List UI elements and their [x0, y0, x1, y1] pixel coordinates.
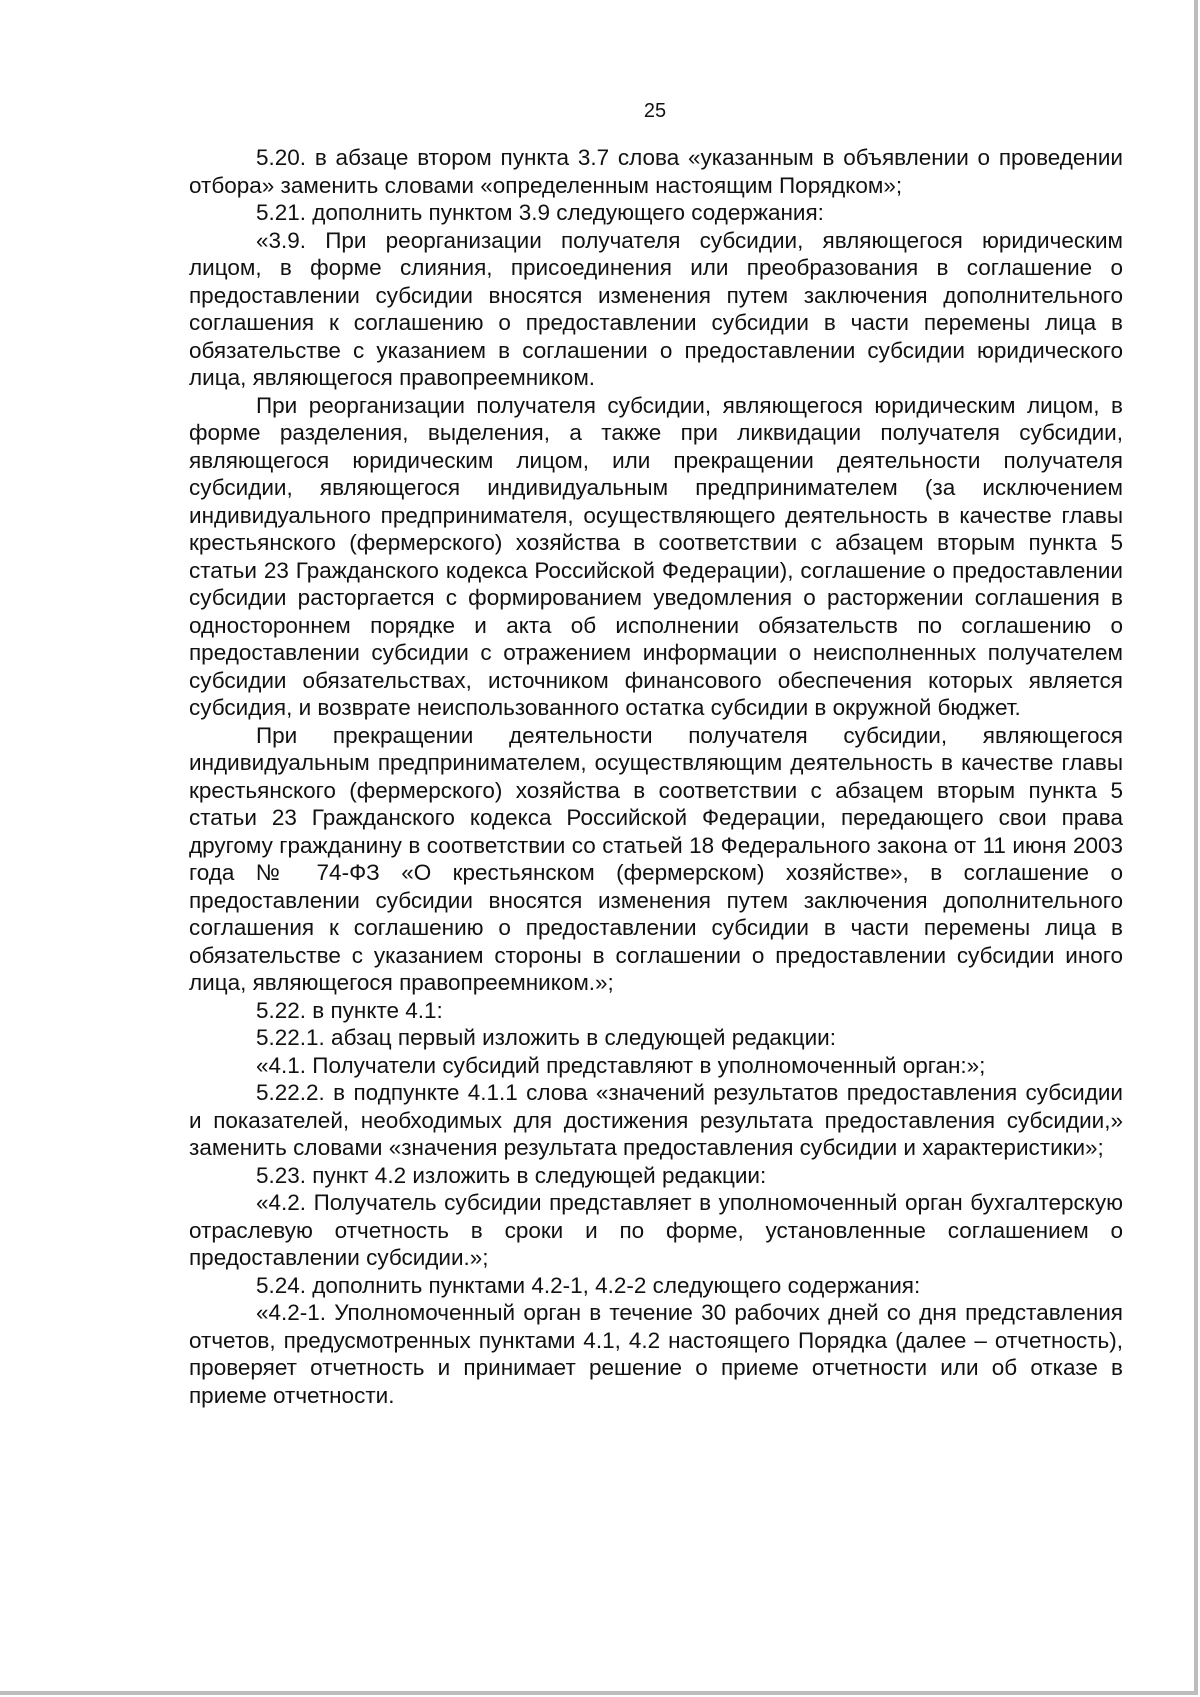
- paragraph-4-1: «4.1. Получатели субсидий представляют в уполномоченный орган:»;: [256, 1052, 986, 1078]
- paragraph-5-22-2: 5.22.2. в подпункте 4.1.1 слова «значений результатов предоставления субсидии и показателей, необходимых для достижения результата предоставления субсидии,» заменить словами «значения результата предоставления субсидии и характеристики»;: [189, 1080, 1123, 1160]
- page-number: 25: [643, 100, 667, 122]
- document-body: [189, 144, 1123, 1409]
- paragraph-5-22: 5.22. в пункте 4.1:: [256, 997, 443, 1023]
- paragraph-reorganization: При реорганизации получателя субсидии, являющегося юридическим лицом, в форме разделения, выделения, а также при ликвидации получателя субсидии, являющегося юридическим лицом, или прекращении деятельности получателя субсидии, являющегося индивидуальным предпринимателем (за исключением индивидуального предпринимателя, осуществляющего деятельность в качестве главы крестьянского (фермерского) хозяйства в соответствии с абзацем вторым пункта 5 статьи 23 Гражданского кодекса Российской Федерации), соглашение о предоставлении субсидии расторгается с формированием уведомления о расторжении соглашения в одностороннем порядке и акта об исполнении обязательств по соглашению о предоставлении субсидии с отражением информации о неисполненных получателем субсидии обязательствах, источником финансового обеспечения которых является субсидия, и возврате неиспользованного остатка субсидии в окружной бюджет.: [189, 392, 1123, 720]
- paragraph-5-21: 5.21. дополнить пунктом 3.9 следующего содержания:: [256, 200, 824, 225]
- paragraph-5-24: 5.24. дополнить пунктами 4.2-1, 4.2-2 следующего содержания:: [256, 1272, 921, 1298]
- paragraph-4-2-1: «4.2-1. Уполномоченный орган в течение 30 рабочих дней со дня представления отчетов, предусмотренных пунктами 4.1, 4.2 настоящего Порядка (далее – отчетность), проверяет отчетность и принимает решение о приеме отчетности или об отказе в приеме отчетности.: [189, 1300, 1123, 1408]
- paragraph-5-22-1: 5.22.1. абзац первый изложить в следующей редакции:: [256, 1025, 837, 1050]
- paragraph-termination: При прекращении деятельности получателя субсидии, являющегося индивидуальным предпринимателем, осуществляющим деятельность в качестве главы крестьянского (фермерского) хозяйства в соответствии с абзацем вторым пункта 5 статьи 23 Гражданского кодекса Российской Федерации, передающего свои права другому гражданину в соответствии со статьей 18 Федерального закона от 11 июня 2003 года № 74-ФЗ «О крестьянском (фермерском) хозяйстве», в соглашение о предоставлении субсидии вносятся изменения путем заключения дополнительного соглашения к соглашению о предоставлении субсидии в части перемены лица в обязательстве с указанием стороны в соглашении о предоставлении субсидии иного лица, являющегося правопреемником.»;: [189, 722, 1123, 995]
- paragraph-4-2: «4.2. Получатель субсидии представляет в уполномоченный орган бухгалтерскую отраслевую отчетность в сроки и по форме, установленные соглашением о предоставлении субсидии.»;: [189, 1190, 1123, 1270]
- paragraph-3-9: «3.9. При реорганизации получателя субсидии, являющегося юридическим лицом, в форме слияния, присоединения или преобразования в соглашение о предоставлении субсидии вносятся изменения путем заключения дополнительного соглашения к соглашению о предоставлении субсидии в части перемены лица в обязательстве с указанием в соглашении о предоставлении субсидии юридического лица, являющегося правопреемником.: [189, 227, 1123, 390]
- paragraph-5-20: 5.20. в абзаце втором пункта 3.7 слова «указанным в объявлении о проведении отбора» заменить словами «определенным настоящим Порядком»;: [189, 145, 1123, 198]
- paragraph-5-23: 5.23. пункт 4.2 изложить в следующей редакции:: [256, 1162, 767, 1188]
